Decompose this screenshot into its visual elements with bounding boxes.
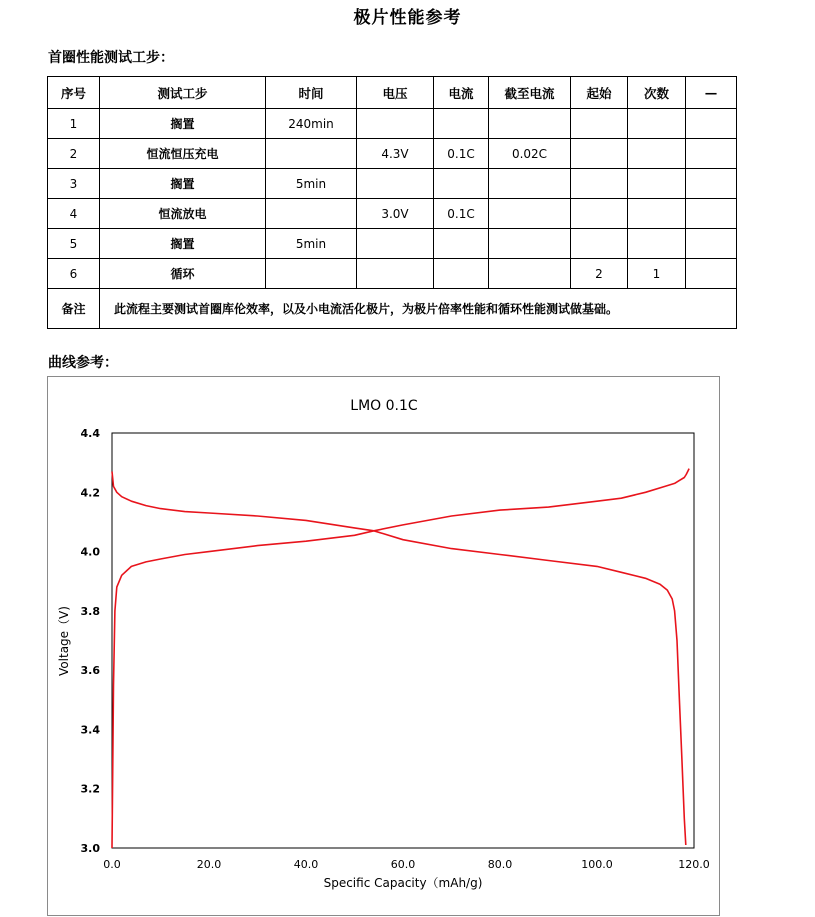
table-cell <box>686 229 737 259</box>
table-cell: 0.1C <box>434 199 489 229</box>
x-tick-label: 100.0 <box>581 858 613 871</box>
header-cell: 电流 <box>434 77 489 109</box>
x-tick-label: 20.0 <box>196 858 222 871</box>
x-tick-label: 120.0 <box>678 858 710 871</box>
table-cell <box>686 109 737 139</box>
table-cell <box>686 199 737 229</box>
series-line-2 <box>112 472 686 846</box>
header-cell: 电压 <box>357 77 434 109</box>
table-cell: 5min <box>266 229 357 259</box>
table-cell: 1 <box>48 109 100 139</box>
table-cell: 0.1C <box>434 139 489 169</box>
table-row <box>48 139 737 169</box>
table-cell <box>489 259 571 289</box>
y-tick-label: 3.4 <box>80 723 100 737</box>
table-cell <box>434 109 489 139</box>
x-tick-label: 60.0 <box>390 858 416 871</box>
series-layer <box>112 469 689 848</box>
y-tick-label: 4.4 <box>80 427 100 440</box>
y-tick-label: 3.0 <box>80 842 100 855</box>
table-cell <box>628 229 686 259</box>
chart-title: LMO 0.1C <box>350 398 418 414</box>
header-cell: 次数 <box>628 77 686 109</box>
table-cell <box>628 109 686 139</box>
table-cell: 恒流恒压充电 <box>100 139 266 169</box>
section-heading-test-steps: 首圈性能测试工步： <box>48 50 174 66</box>
section-heading-curve: 曲线参考： <box>48 355 118 371</box>
table-row <box>48 169 737 199</box>
header-cell: 截至电流 <box>489 77 571 109</box>
table-row <box>48 229 737 259</box>
voltage-capacity-chart <box>48 377 721 917</box>
table-cell: 6 <box>48 259 100 289</box>
table-cell <box>571 229 628 259</box>
table-cell <box>489 199 571 229</box>
note-text: 此流程主要测试首圈库伦效率，以及小电流活化极片，为极片倍率性能和循环性能测试做基础。 <box>100 289 737 329</box>
y-axis-ticks <box>81 427 101 855</box>
header-cell: 序号 <box>48 77 100 109</box>
table-header-row <box>48 77 737 109</box>
table-row <box>48 259 737 289</box>
table-cell: 5min <box>266 169 357 199</box>
table-cell <box>357 229 434 259</box>
header-cell: 测试工步 <box>100 77 266 109</box>
x-tick-label: 80.0 <box>487 858 513 871</box>
y-tick-label: 4.0 <box>80 545 100 559</box>
y-tick-label: 3.8 <box>80 604 100 618</box>
table-note-row <box>48 289 737 329</box>
table-cell <box>266 199 357 229</box>
y-tick-label: 3.6 <box>80 664 100 678</box>
y-tick-label: 3.2 <box>80 782 100 796</box>
table-cell <box>628 169 686 199</box>
table-cell: 2 <box>571 259 628 289</box>
table-cell <box>357 259 434 289</box>
page-title: 极片性能参考 <box>353 8 462 28</box>
y-tick-label: 4.2 <box>80 486 100 500</box>
table-cell <box>434 229 489 259</box>
table-cell: 240min <box>266 109 357 139</box>
table-cell <box>571 169 628 199</box>
table-cell <box>266 139 357 169</box>
table-cell <box>686 259 737 289</box>
table-cell: 2 <box>48 139 100 169</box>
table-cell <box>571 139 628 169</box>
table-cell: 4 <box>48 199 100 229</box>
y-axis-label: Voltage（V) <box>57 606 71 676</box>
table-cell <box>357 169 434 199</box>
table-cell <box>434 259 489 289</box>
table-cell <box>266 259 357 289</box>
note-label: 备注 <box>48 289 100 329</box>
table-cell: 4.3V <box>357 139 434 169</box>
table-cell: 3 <box>48 169 100 199</box>
table-cell <box>686 169 737 199</box>
table-cell <box>628 199 686 229</box>
table-cell: 搁置 <box>100 109 266 139</box>
table-cell <box>571 199 628 229</box>
table-cell: 循环 <box>100 259 266 289</box>
table-row <box>48 109 737 139</box>
series-line-1 <box>112 469 689 848</box>
header-cell: — <box>686 77 737 109</box>
table-cell <box>434 169 489 199</box>
chart-frame <box>47 376 720 916</box>
table-cell: 搁置 <box>100 169 266 199</box>
table-cell <box>571 109 628 139</box>
header-cell: 起始 <box>571 77 628 109</box>
x-tick-label: 40.0 <box>293 858 319 871</box>
table-cell: 0.02C <box>489 139 571 169</box>
table-cell <box>686 139 737 169</box>
table-cell <box>489 169 571 199</box>
table-cell: 搁置 <box>100 229 266 259</box>
table-cell: 恒流放电 <box>100 199 266 229</box>
x-axis-ticks <box>103 858 710 871</box>
table-cell: 3.0V <box>357 199 434 229</box>
table-cell <box>489 109 571 139</box>
table-cell <box>489 229 571 259</box>
plot-area-border <box>112 433 694 848</box>
table-row <box>48 199 737 229</box>
table-cell: 1 <box>628 259 686 289</box>
header-cell: 时间 <box>266 77 357 109</box>
table-cell <box>357 109 434 139</box>
test-steps-table <box>47 76 737 329</box>
x-axis-label: Specific Capacity（mAh/g) <box>323 876 483 890</box>
table-cell <box>628 139 686 169</box>
x-tick-label: 0.0 <box>103 858 121 871</box>
table-cell: 5 <box>48 229 100 259</box>
